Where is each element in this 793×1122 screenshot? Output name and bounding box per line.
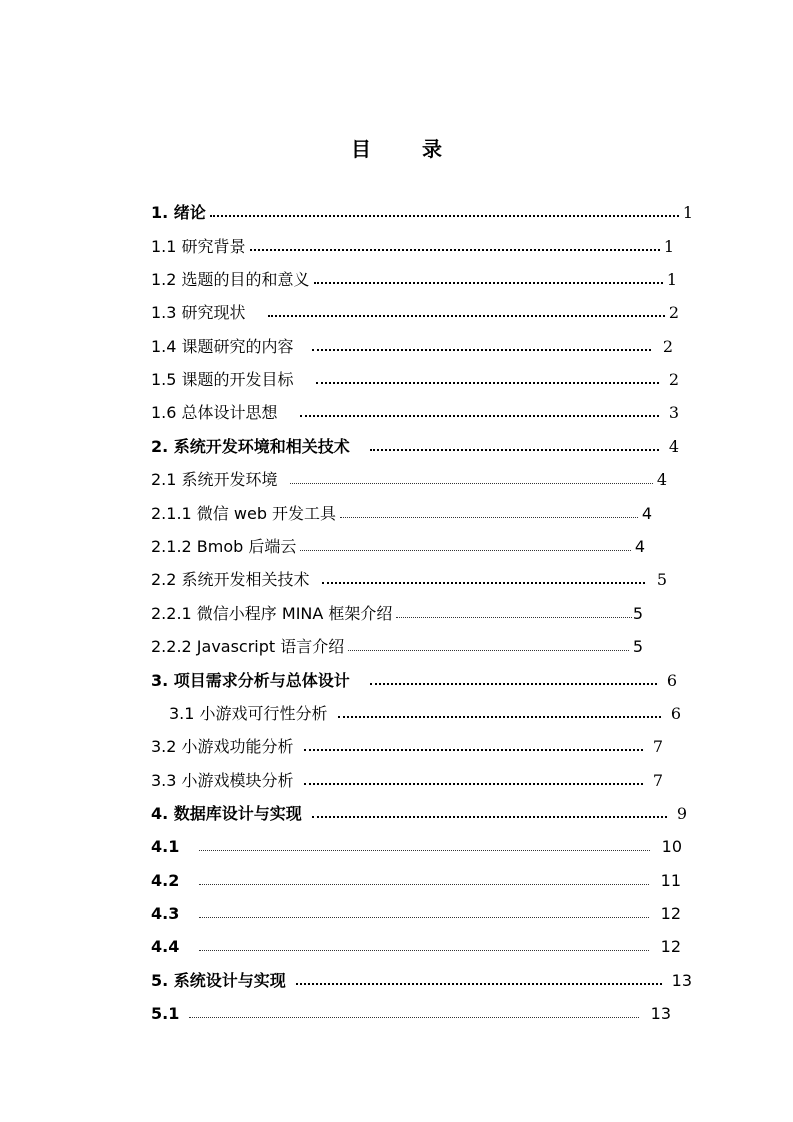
toc-entry-page: 5 — [656, 570, 667, 589]
toc-entry-page: 11 — [660, 871, 681, 890]
toc-entry-page: 1 — [666, 270, 677, 289]
dot-leader — [370, 683, 657, 685]
toc-entry-label: 1.2 选题的目的和意义 — [151, 270, 310, 289]
toc-entry-3-1[interactable] — [169, 703, 681, 725]
dot-leader — [304, 749, 643, 751]
toc-entry-label: 2.1.2 Bmob 后端云 — [151, 537, 297, 556]
toc-entry-2[interactable] — [151, 436, 679, 458]
dot-leader — [296, 983, 662, 985]
toc-entry-2-2-2[interactable] — [151, 636, 643, 658]
toc-entry-4-1[interactable] — [151, 836, 682, 858]
toc-entry-4[interactable] — [151, 803, 687, 825]
toc-entry-4-3[interactable] — [151, 903, 681, 925]
toc-entry-label: 3. 项目需求分析与总体设计 — [151, 671, 350, 690]
toc-entry-label: 5.1 — [151, 1004, 180, 1023]
toc-entry-label: 2.2.2 Javascript 语言介绍 — [151, 637, 345, 656]
toc-entry-3-2[interactable] — [151, 736, 663, 758]
dot-leader — [312, 816, 667, 818]
dot-leader — [312, 349, 651, 351]
toc-entry-label: 4.2 — [151, 871, 180, 890]
toc-entry-1-4[interactable] — [151, 336, 673, 358]
dot-leader — [199, 884, 648, 885]
toc-entry-page: 5 — [632, 604, 643, 623]
dot-leader — [338, 716, 661, 718]
toc-entry-page: 4 — [641, 504, 652, 523]
toc-entry-label: 2. 系统开发环境和相关技术 — [151, 437, 350, 456]
toc-entry-label: 2.2.1 微信小程序 MINA 框架介绍 — [151, 604, 393, 623]
toc-entry-3-3[interactable] — [151, 770, 663, 792]
dot-leader — [316, 382, 659, 384]
toc-entry-5-1[interactable] — [151, 1003, 671, 1025]
toc-entry-page: 9 — [676, 804, 687, 823]
toc-entry-label: 5. 系统设计与实现 — [151, 971, 286, 990]
dot-leader — [199, 850, 649, 851]
toc-entry-page: 12 — [660, 904, 681, 923]
dot-leader — [314, 282, 663, 284]
toc-entry-2-2[interactable] — [151, 569, 667, 591]
toc-entry-2-1[interactable] — [151, 469, 667, 491]
dot-leader — [199, 950, 648, 951]
toc-entry-label: 3.1 小游戏可行性分析 — [169, 704, 328, 723]
toc-entry-page: 1 — [663, 237, 674, 256]
toc-entry-page: 3 — [668, 403, 679, 422]
toc-entry-label: 4.3 — [151, 904, 180, 923]
toc-entry-page: 2 — [668, 370, 679, 389]
toc-entry-label: 1.1 研究背景 — [151, 237, 246, 256]
toc-entry-label: 4.1 — [151, 837, 180, 856]
dot-leader — [268, 315, 665, 317]
toc-entry-page: 1 — [682, 203, 693, 222]
dot-leader — [300, 550, 630, 551]
toc-entry-page: 5 — [632, 637, 643, 656]
dot-leader — [322, 582, 645, 584]
toc-entry-label: 1.5 课题的开发目标 — [151, 370, 294, 389]
toc-entry-label: 2.1.1 微信 web 开发工具 — [151, 504, 337, 523]
toc-entry-page: 6 — [666, 671, 677, 690]
toc-entry-label: 4.4 — [151, 937, 180, 956]
toc-entry-2-2-1[interactable] — [151, 603, 643, 625]
dot-leader — [250, 249, 660, 251]
toc-entry-page: 4 — [668, 437, 679, 456]
toc-entry-page: 4 — [656, 470, 667, 489]
dot-leader — [300, 415, 659, 417]
toc-entry-1-3[interactable] — [151, 302, 679, 324]
toc-entry-page: 2 — [662, 337, 673, 356]
toc-entry-3[interactable] — [151, 670, 677, 692]
toc-entry-page: 6 — [670, 704, 681, 723]
dot-leader — [348, 650, 629, 651]
toc-entry-label: 2.1 系统开发环境 — [151, 470, 278, 489]
dot-leader — [304, 783, 643, 785]
dot-leader — [210, 215, 679, 217]
toc-entry-4-4[interactable] — [151, 936, 681, 958]
toc-title: 目 录 — [351, 137, 464, 161]
toc-entry-2-1-2[interactable] — [151, 536, 645, 558]
toc-entry-4-2[interactable] — [151, 870, 681, 892]
toc-entry-1-5[interactable] — [151, 369, 679, 391]
dot-leader — [290, 483, 653, 484]
toc-entry-2-1-1[interactable] — [151, 503, 652, 525]
toc-entry-1-2[interactable] — [151, 269, 677, 291]
toc-entry-page: 7 — [652, 771, 663, 790]
toc-entry-page: 13 — [671, 971, 692, 990]
dot-leader — [370, 449, 659, 451]
toc-entry-page: 2 — [668, 303, 679, 322]
dot-leader — [199, 917, 648, 918]
toc-entry-label: 4. 数据库设计与实现 — [151, 804, 302, 823]
toc-entry-page: 7 — [652, 737, 663, 756]
dot-leader — [396, 617, 631, 618]
toc-entry-1-1[interactable] — [151, 236, 674, 258]
toc-entry-page: 13 — [650, 1004, 671, 1023]
dot-leader — [340, 517, 638, 518]
toc-entry-5[interactable] — [151, 970, 692, 992]
toc-entry-label: 3.3 小游戏模块分析 — [151, 771, 294, 790]
toc-entry-page: 4 — [634, 537, 645, 556]
toc-entry-1[interactable] — [151, 202, 693, 224]
toc-entry-label: 1.6 总体设计思想 — [151, 403, 278, 422]
toc-entry-page: 12 — [660, 937, 681, 956]
toc-entry-label: 2.2 系统开发相关技术 — [151, 570, 310, 589]
toc-entry-1-6[interactable] — [151, 402, 679, 424]
toc-entry-label: 1. 绪论 — [151, 203, 206, 222]
toc-entry-label: 1.4 课题研究的内容 — [151, 337, 294, 356]
toc-entry-label: 3.2 小游戏功能分析 — [151, 737, 294, 756]
toc-entry-page: 10 — [661, 837, 682, 856]
toc-entry-label: 1.3 研究现状 — [151, 303, 246, 322]
dot-leader — [189, 1017, 638, 1018]
